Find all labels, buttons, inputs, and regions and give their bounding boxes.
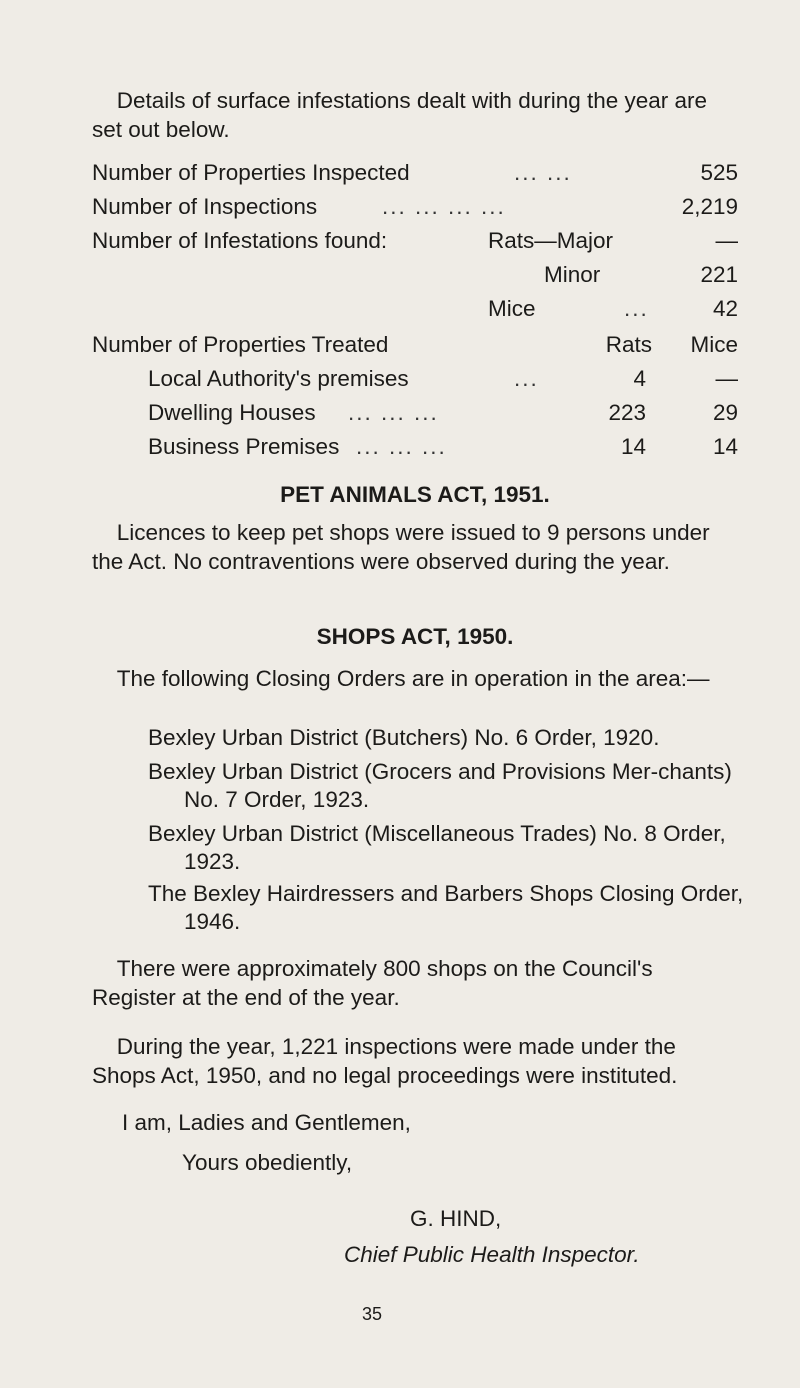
mice-label: Mice <box>488 296 536 321</box>
leader-dots: ... ... ... <box>348 400 439 425</box>
treated-header-label: Number of Properties Treated <box>92 332 389 357</box>
row-rats-value: 4 <box>633 366 646 391</box>
shops-intro-paragraph: The following Closing Orders are in operation in the area:— <box>116 666 710 691</box>
page-number: 35 <box>362 1304 383 1324</box>
signatory-name: G. HIND, <box>410 1206 502 1231</box>
minor-value: 221 <box>700 262 738 287</box>
pet-animals-paragraph: Licences to keep pet shops were issued to 9 persons under the Act. No contraventions were observed during the year. <box>92 520 710 574</box>
leader-dots: ... <box>514 366 539 391</box>
closing-order-item: The Bexley Hairdressers and Barbers Shops Closing Order, 1946. <box>148 881 744 934</box>
minor-label: Minor <box>544 262 601 287</box>
closing-order-item: Bexley Urban District (Butchers) No. 6 Order, 1920. <box>148 725 660 750</box>
row-mice-value: 14 <box>712 434 738 459</box>
pet-animals-heading: PET ANIMALS ACT, 1951. <box>280 482 550 507</box>
row-mice-value: 29 <box>712 400 738 425</box>
column-header-rats: Rats <box>605 332 652 357</box>
intro-paragraph: Details of surface infestations dealt with during the year are set out below. <box>92 88 708 142</box>
rats-major-value: — <box>715 228 738 253</box>
leader-dots: ... ... ... <box>356 434 447 459</box>
salutation: I am, Ladies and Gentlemen, <box>122 1110 411 1135</box>
properties-inspected-value: 525 <box>700 160 738 185</box>
inspections-value: 2,219 <box>681 194 738 219</box>
infestations-label: Number of Infestations found: <box>92 228 388 253</box>
shops-register-paragraph: There were approximately 800 shops on the Council's Register at the end of the year. <box>92 956 653 1010</box>
signatory-title: Chief Public Health Inspector. <box>344 1242 640 1267</box>
row-label: Local Authority's premises <box>148 366 409 391</box>
properties-inspected-label: Number of Properties Inspected <box>92 160 410 185</box>
row-label: Dwelling Houses <box>148 400 316 425</box>
closing-order-item: Bexley Urban District (Grocers and Provisions Mer-chants) No. 7 Order, 1923. <box>148 759 732 812</box>
leader-dots: ... <box>624 296 649 321</box>
closing-order-item: Bexley Urban District (Miscellaneous Trades) No. 8 Order, 1923. <box>148 821 726 874</box>
row-rats-value: 14 <box>620 434 646 459</box>
shops-inspections-paragraph: During the year, 1,221 inspections were made under the Shops Act, 1950, and no legal proceedings were instituted. <box>92 1034 678 1088</box>
rats-major-label: Rats—Major <box>488 228 614 253</box>
mice-value: 42 <box>712 296 738 321</box>
valediction: Yours obediently, <box>182 1150 353 1175</box>
leader-dots: ... ... ... ... <box>382 194 506 219</box>
column-header-mice: Mice <box>690 332 738 357</box>
inspections-label: Number of Inspections <box>92 194 318 219</box>
row-label: Business Premises <box>148 434 340 459</box>
leader-dots: ... ... <box>514 160 572 185</box>
shops-act-heading: SHOPS ACT, 1950. <box>316 624 514 649</box>
row-rats-value: 223 <box>608 400 646 425</box>
row-mice-value: — <box>715 366 738 391</box>
